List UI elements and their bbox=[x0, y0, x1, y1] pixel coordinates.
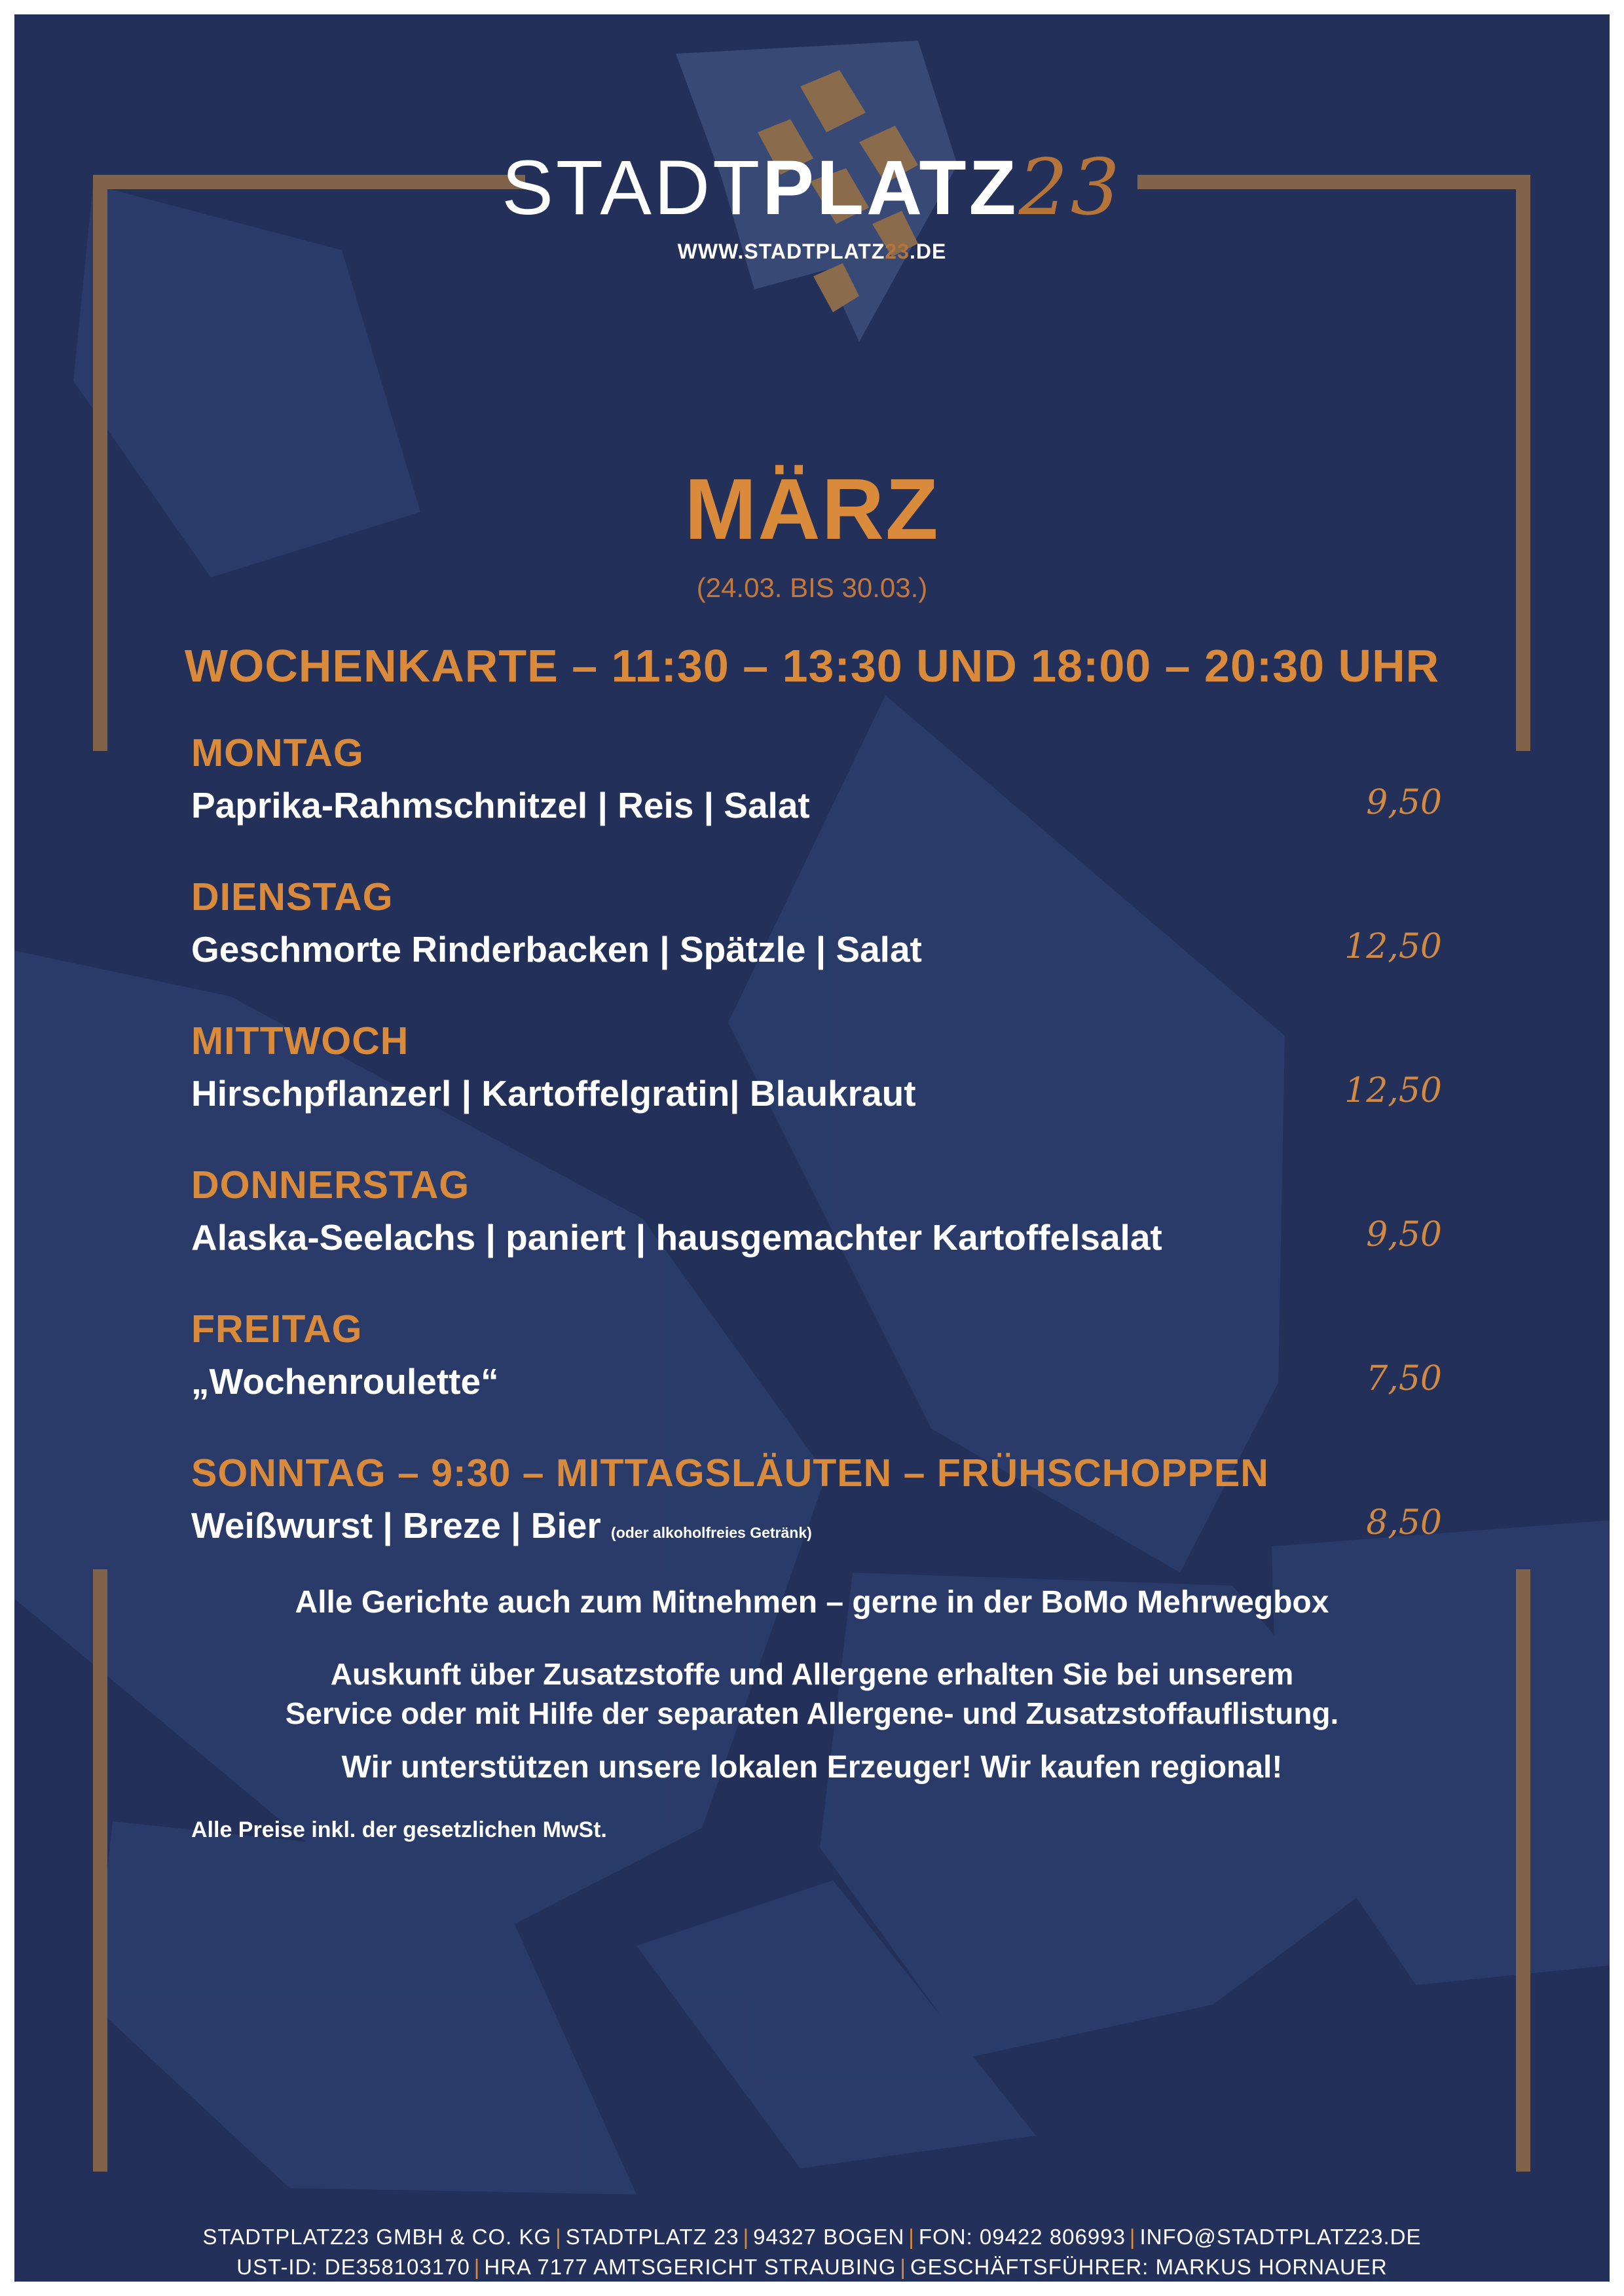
dish-name: Hirschpflanzerl | Kartoffelgratin| Blaukraut bbox=[191, 1073, 916, 1114]
footer-separator: | bbox=[743, 2225, 750, 2249]
dish-row bbox=[191, 923, 1442, 1015]
footer-register: HRA 7177 AMTSGERICHT STRAUBING bbox=[484, 2255, 896, 2279]
dish-name: „Wochenroulette“ bbox=[191, 1361, 499, 1402]
day-heading-tuesday: DIENSTAG bbox=[191, 875, 394, 919]
footer-separator: | bbox=[1129, 2225, 1136, 2249]
takeaway-note: Alle Gerichte auch zum Mitnehmen – gerne in der BoMo Mehrwegbox bbox=[295, 1585, 1329, 1620]
footer-separator: | bbox=[555, 2225, 562, 2249]
footer-manager: GESCHÄFTSFÜHRER: MARKUS HORNAUER bbox=[910, 2255, 1388, 2279]
brand-url-accent: 23 bbox=[885, 240, 910, 263]
brand-name-number: 23 bbox=[1018, 142, 1122, 232]
dish-price: 7,50 bbox=[1366, 1359, 1442, 1398]
footer-company: STADTPLATZ23 GMBH & CO. KG bbox=[202, 2225, 552, 2249]
regional-note: Wir unterstützen unsere lokalen Erzeuger! Wir kaufen regional! bbox=[341, 1750, 1283, 1785]
dish-row bbox=[191, 1067, 1442, 1159]
brand-logo bbox=[14, 142, 1610, 264]
dish-note: (oder alkoholfreies Getränk) bbox=[611, 1524, 812, 1541]
day-heading-sunday: SONNTAG – 9:30 – MITTAGSLÄUTEN – FRÜHSCHOPPEN bbox=[191, 1451, 1269, 1495]
dish-price: 8,50 bbox=[1366, 1503, 1442, 1542]
dish-name-with-note bbox=[191, 1504, 812, 1546]
footer-imprint bbox=[14, 2222, 1610, 2282]
dish-price: 9,50 bbox=[1366, 783, 1442, 822]
vat-note: Alle Preise inkl. der gesetzlichen MwSt. bbox=[191, 1817, 607, 1842]
allergen-note-line-1: Auskunft über Zusatzstoffe und Allergene erhalten Sie bei unserem bbox=[330, 1657, 1294, 1691]
brand-name-bold: PLATZ bbox=[762, 145, 1019, 231]
footer-vat-id: UST-ID: DE358103170 bbox=[236, 2255, 470, 2279]
dish-name: Paprika-Rahmschnitzel | Reis | Salat bbox=[191, 785, 810, 826]
dish-name: Weißwurst | Breze | Bier bbox=[191, 1505, 601, 1546]
day-heading-monday: MONTAG bbox=[191, 731, 364, 774]
dish-name: Alaska-Seelachs | paniert | hausgemachter Kartoffelsalat bbox=[191, 1217, 1162, 1258]
dish-row bbox=[191, 1355, 1442, 1447]
brand-url[interactable] bbox=[14, 240, 1610, 264]
dish-name: Geschmorte Rinderbacken | Spätzle | Salat bbox=[191, 929, 922, 970]
allergen-note bbox=[14, 1654, 1610, 1733]
date-range: (24.03. BIS 30.03.) bbox=[696, 572, 928, 603]
footer-line-1 bbox=[14, 2222, 1610, 2252]
dish-row bbox=[191, 779, 1442, 871]
month-title: MÄRZ bbox=[684, 461, 940, 557]
brand-url-pre: WWW.STADTPLATZ bbox=[677, 240, 885, 263]
footer-phone[interactable]: FON: 09422 806993 bbox=[918, 2225, 1126, 2249]
dish-price: 12,50 bbox=[1344, 927, 1442, 966]
day-heading-wednesday: MITTWOCH bbox=[191, 1019, 409, 1063]
footer-city: 94327 BOGEN bbox=[753, 2225, 905, 2249]
brand-url-post: .DE bbox=[909, 240, 947, 263]
opening-hours: WOCHENKARTE – 11:30 – 13:30 UND 18:00 – 20:30 UHR bbox=[184, 640, 1440, 691]
footer-street: STADTPLATZ 23 bbox=[565, 2225, 739, 2249]
footer-separator: | bbox=[900, 2255, 906, 2279]
weekly-menu bbox=[191, 727, 1442, 1591]
footer-email[interactable]: INFO@STADTPLATZ23.DE bbox=[1139, 2225, 1422, 2249]
brand-name bbox=[14, 142, 1610, 232]
brand-name-light: STADT bbox=[502, 145, 763, 231]
day-heading-thursday: DONNERSTAG bbox=[191, 1163, 470, 1207]
dish-price: 12,50 bbox=[1344, 1071, 1442, 1110]
day-heading-friday: FREITAG bbox=[191, 1307, 363, 1351]
footer-line-2 bbox=[14, 2252, 1610, 2282]
menu-sheet bbox=[14, 14, 1610, 2282]
allergen-note-line-2: Service oder mit Hilfe der separaten Allergene- und Zusatzstoffauflistung. bbox=[285, 1696, 1339, 1730]
dish-row bbox=[191, 1211, 1442, 1303]
dish-price: 9,50 bbox=[1366, 1215, 1442, 1254]
footer-separator: | bbox=[473, 2255, 481, 2279]
footer-separator: | bbox=[908, 2225, 915, 2249]
dish-row bbox=[191, 1499, 1442, 1591]
